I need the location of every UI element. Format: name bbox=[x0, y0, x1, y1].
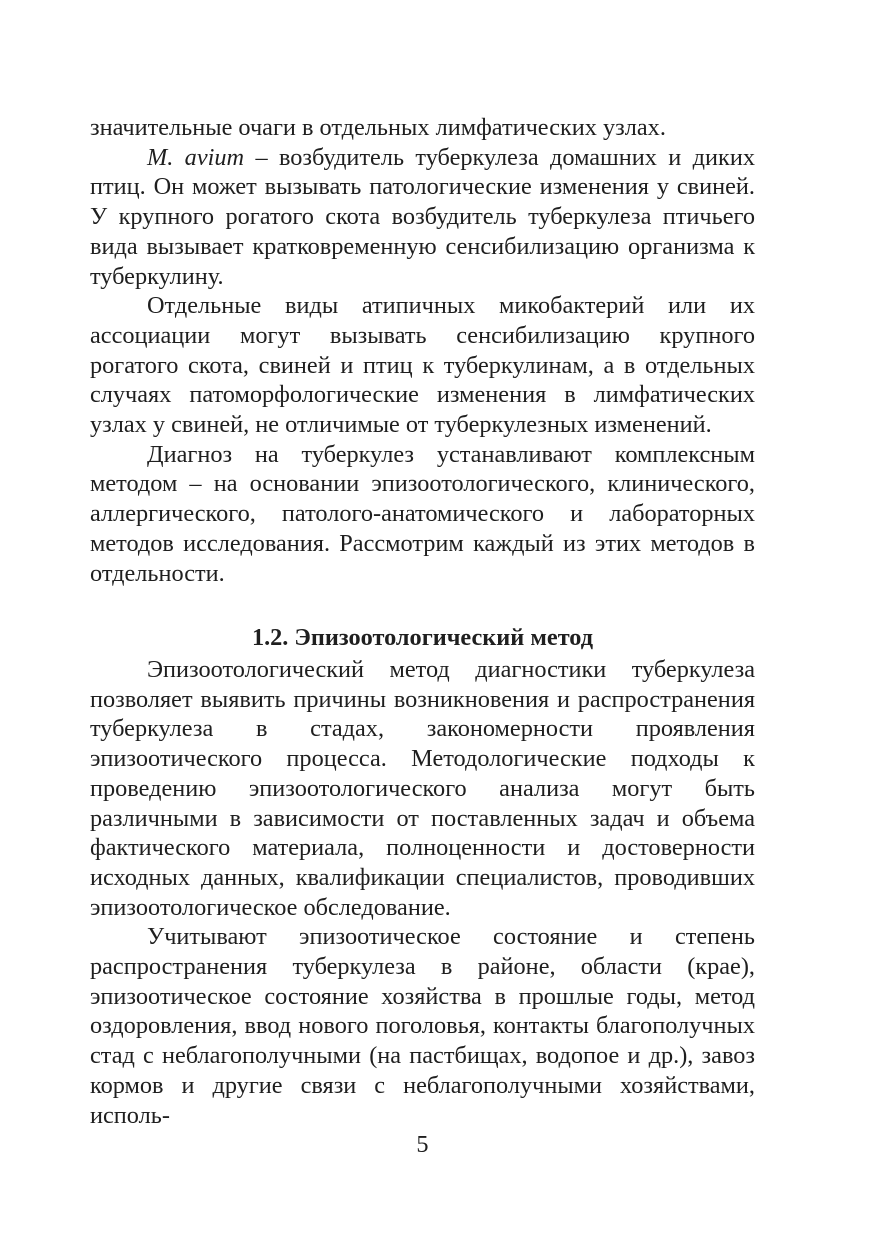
body-text-top bbox=[90, 113, 755, 588]
section-title: Эпизоотологический метод bbox=[294, 624, 594, 651]
section-number: 1.2. bbox=[251, 624, 289, 651]
paragraph-diagnosis: Диагноз на туберкулез устанавливают комплексным методом – на основании эпизоотологического, клинического, аллергического, патолого-анатомического и лабораторных методов исследования. Рассмотрим каждый из этих методов в отдельности. bbox=[90, 440, 755, 587]
paragraph-m-avium bbox=[90, 143, 755, 292]
paragraph-factors: Учитывают эпизоотическое состояние и степень распространения туберкулеза в районе, области (крае), эпизоотическое состояние хозяйства в прошлые годы, метод оздоровления, ввод нового поголовья, контакты благополучных стад с неблагополучными (на пастбищах, водопое и др.), завоз кормов и другие связи с неблагополучными хозяйствами, исполь- bbox=[90, 923, 755, 1129]
section-heading bbox=[90, 623, 755, 653]
page-number: 5 bbox=[416, 1131, 429, 1158]
body-text-bottom bbox=[90, 655, 755, 1130]
paragraph-continuation: значительные очаги в отдельных лимфатических узлах. bbox=[90, 114, 666, 141]
paragraph-atypical-mycobacteria: Отдельные виды атипичных микобактерий или их ассоциации могут вызывать сенсибилизацию крупного рогатого скота, свиней и птиц к туберкулинам, а в отдельных случаях патоморфологические изменения в лимфатических узлах у свиней, не отличимые от туберкулезных изменений. bbox=[90, 292, 755, 439]
species-term: M. avium bbox=[147, 143, 245, 171]
paragraph-epizootological-method: Эпизоотологический метод диагностики туберкулеза позволяет выявить причины возникновения и распространения туберкулеза в стадах, закономерности проявления эпизоотического процесса. Методологические подходы к проведению эпизоотологического анализа могут быть различными в зависимости от поставленных задач и объема фактического материала, полноценности и достоверности исходных данных, квалификации специалистов, проводивших эпизоотологическое обследование. bbox=[90, 656, 755, 921]
paragraph-m-avium-text: – возбудитель туберкулеза домашних и диких птиц. Он может вызывать патологические изменения у свиней. У крупного рогатого скота возбудитель туберкулеза птичьего вида вызывает кратковременную сенсибилизацию организма к туберкулину. bbox=[90, 143, 755, 290]
